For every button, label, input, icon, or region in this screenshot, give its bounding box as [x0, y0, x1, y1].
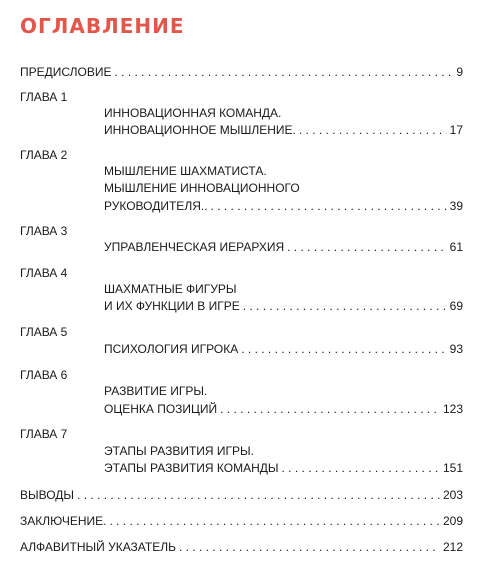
- chapter-label: ГЛАВА 2: [20, 148, 68, 162]
- dot-leader: [77, 486, 440, 504]
- chapter-title-line: МЫШЛЕНИЕ ШАХМАТИСТА.: [104, 164, 267, 178]
- chapter-label: ГЛАВА 1: [20, 90, 68, 104]
- toc-entry-label: ЗАКЛЮЧЕНИЕ.: [20, 514, 107, 528]
- chapter-label: ГЛАВА 4: [20, 266, 68, 280]
- toc-page-number: 151: [442, 461, 463, 475]
- dot-leader: [211, 197, 447, 215]
- toc-entry-chapter-2[interactable]: [104, 197, 463, 215]
- chapter-title-line: ИННОВАЦИОННОЕ МЫШЛЕНИЕ.: [104, 123, 296, 137]
- toc-entry-chapter-4[interactable]: [104, 297, 463, 315]
- toc-page-number: 69: [449, 299, 463, 313]
- toc-entry-label: ПРЕДИСЛОВИЕ: [20, 65, 112, 79]
- toc-entry-preface[interactable]: [20, 63, 463, 81]
- toc-page-number: 39: [449, 199, 463, 213]
- toc-page-number: 203: [442, 488, 463, 502]
- toc-entry-chapter-6[interactable]: [104, 400, 463, 418]
- toc-page-number: 209: [442, 514, 463, 528]
- chapter-title-line: УПРАВЛЕНЧЕСКАЯ ИЕРАРХИЯ: [104, 240, 285, 254]
- chapter-label: ГЛАВА 5: [20, 325, 68, 339]
- chapter-title-line: РАЗВИТИЕ ИГРЫ.: [104, 384, 208, 398]
- dot-leader: [220, 400, 440, 418]
- dot-leader: [282, 459, 440, 477]
- toc-entry-afterword[interactable]: [20, 512, 463, 530]
- page-title: ОГЛАВЛЕНИЕ: [20, 14, 185, 38]
- chapter-title-line: ЭТАПЫ РАЗВИТИЯ КОМАНДЫ: [104, 461, 279, 475]
- chapter-title-line: И ИХ ФУНКЦИИ В ИГРЕ: [104, 299, 240, 313]
- chapter-label: ГЛАВА 6: [20, 368, 68, 382]
- chapter-title-line: ИННОВАЦИОННАЯ КОМАНДА.: [104, 106, 282, 120]
- dot-leader: [243, 297, 447, 315]
- dot-leader: [109, 512, 439, 530]
- chapter-title-line: ШАХМАТНЫЕ ФИГУРЫ: [104, 282, 237, 296]
- toc-entry-label: ВЫВОДЫ: [20, 488, 75, 502]
- toc-entry-chapter-3[interactable]: [104, 238, 463, 256]
- toc-page-number: 61: [449, 240, 463, 254]
- toc-entry-label: АЛФАВИТНЫЙ УКАЗАТЕЛЬ: [20, 540, 176, 554]
- dot-leader: [115, 63, 454, 81]
- toc-entry-chapter-5[interactable]: [104, 340, 463, 358]
- chapter-label: ГЛАВА 7: [20, 427, 68, 441]
- toc-page-number: 212: [442, 540, 463, 554]
- chapter-title-line: ОЦЕНКА ПОЗИЦИЙ: [104, 402, 218, 416]
- chapter-title-line: РУКОВОДИТЕЛЯ..: [104, 199, 208, 213]
- toc-page-number: 123: [442, 402, 463, 416]
- toc-entry-chapter-1[interactable]: [104, 121, 463, 139]
- toc-page-number: 17: [449, 123, 463, 137]
- dot-leader: [299, 121, 447, 139]
- chapter-title-line: ПСИХОЛОГИЯ ИГРОКА: [104, 342, 239, 356]
- toc-page-number: 93: [449, 342, 463, 356]
- toc-entry-chapter-7[interactable]: [104, 459, 463, 477]
- toc-page-number: 9: [456, 65, 463, 79]
- chapter-title-line: МЫШЛЕНИЕ ИННОВАЦИОННОГО: [104, 181, 300, 195]
- chapter-title-line: ЭТАПЫ РАЗВИТИЯ ИГРЫ.: [104, 444, 254, 458]
- chapter-label: ГЛАВА 3: [20, 224, 68, 238]
- dot-leader: [179, 538, 440, 556]
- dot-leader: [287, 238, 447, 256]
- dot-leader: [241, 340, 446, 358]
- toc-entry-conclusions[interactable]: [20, 486, 463, 504]
- toc-entry-index[interactable]: [20, 538, 463, 556]
